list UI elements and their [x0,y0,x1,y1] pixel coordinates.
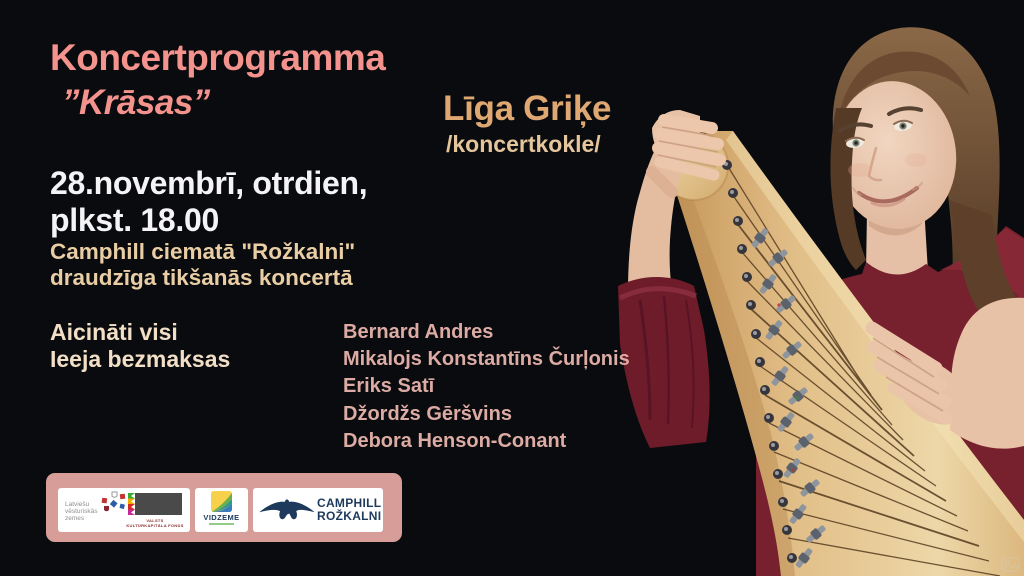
artist-instrument: /koncertkokle/ [446,131,601,157]
composer-item: Debora Henson-Conant [343,429,567,452]
invite-line1: Aicināti visi [50,319,178,345]
composer-item: Džordžs Gēršvins [343,402,512,425]
composer-item: Bernard Andres [343,321,494,343]
camphill-logo-text: CAMPHILL ROŽKALNI [317,496,382,523]
event-time: plkst. 18.00 [50,202,219,238]
logo-box-lands-vkkf [58,488,190,532]
vkkf-logo-text: VALSTS KULTŪRKAPITĀLA FONDS [126,518,184,528]
event-date: 28.novembrī, otrdien, [50,165,368,201]
logo-box-vidzeme [195,488,248,532]
logo-box-camphill [253,488,383,532]
poster-title-line1: Koncertprogramma [50,37,386,78]
camphill-bull-icon [258,495,316,525]
event-venue-line2: draudzīga tikšanās koncertā [50,265,353,290]
poster-title-line2: ”Krāsas” [62,83,210,122]
vidzeme-leaf-icon [211,491,232,512]
event-venue-line1: Camphill ciematā "Rožkalni" [50,239,356,264]
invite-line2: Ieeja bezmaksas [50,346,231,372]
vidzeme-slogan [209,523,234,525]
composer-item: Mikalojs Konstantīns Čurļonis [343,348,630,371]
vidzeme-logo-text: VIDZEME [203,513,240,522]
vkkf-logo-icon [128,493,182,515]
composer-item: Eriks Satī [343,375,435,398]
historic-lands-logo: Latviešu vēsturiskās zemes [65,501,98,522]
historic-lands-shields-icon [100,491,128,515]
sponsor-logo-bar [46,473,402,542]
composer-list [343,319,630,455]
artist-name: Līga Griķe [443,89,612,128]
